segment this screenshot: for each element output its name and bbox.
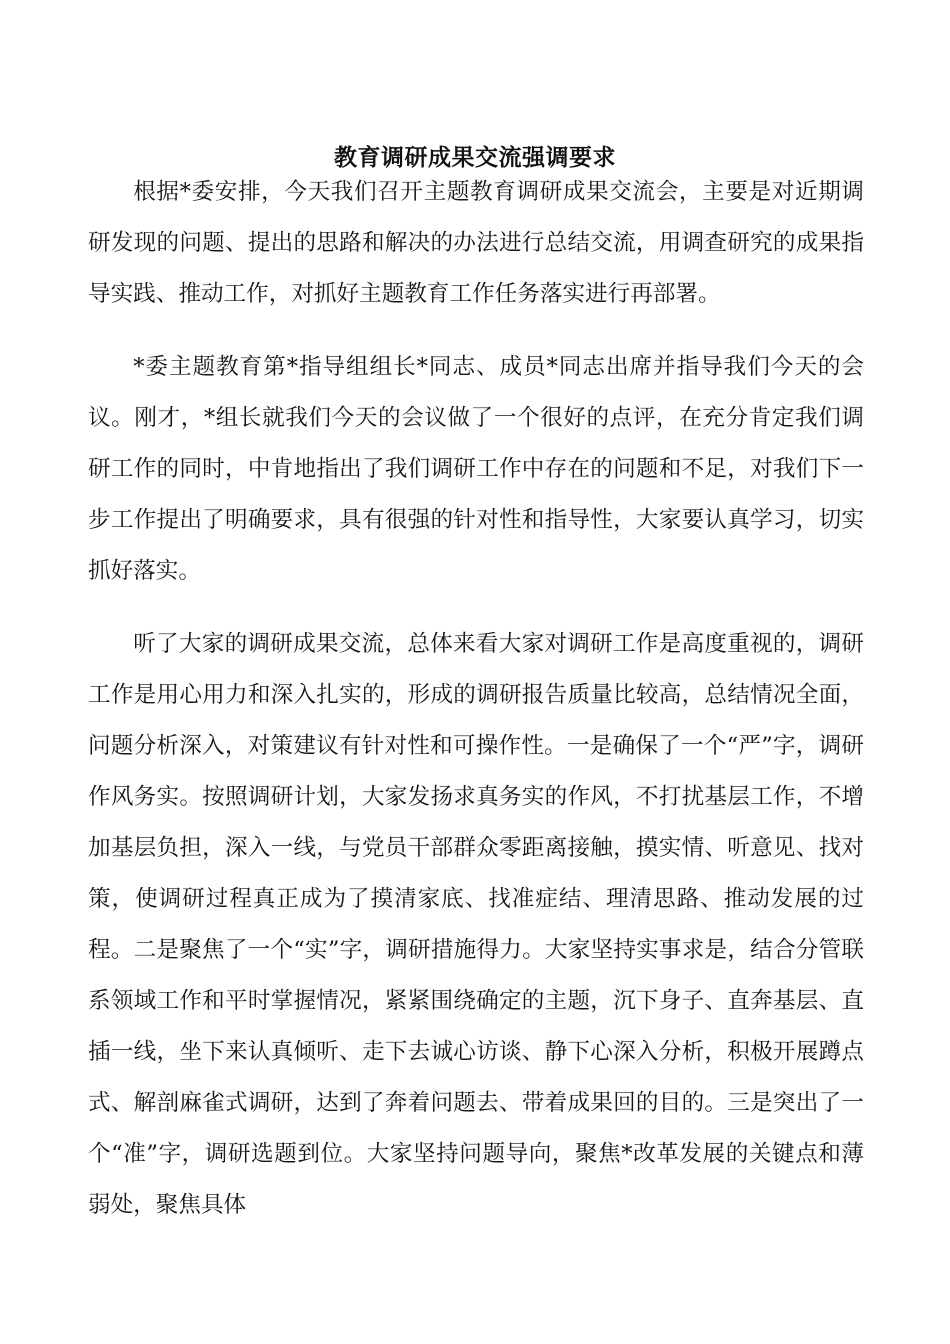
paragraph-3: 听了大家的调研成果交流，总体来看大家对调研工作是高度重视的，调研工作是用心用力和深入扎实的，形成的调研报告质量比较高，总结情况全面，问题分析深入，对策建议有针对性和可操作性。一是确保了一个“严”字，调研作风务实。按照调研计划，大家发扬求真务实的作风，不打扰基层工作，不增加基层负担，深入一线，与党员干部群众零距离接触，摸实情、听意见、找对策，使调研过程真正成为了摸清家底、找准症结、理清思路、推动发展的过程。二是聚焦了一个“实”字，调研措施得力。大家坚持实事求是，结合分管联系领域工作和平时掌握情况，紧紧围绕确定的主题，沉下身子、直奔基层、直插一线，坐下来认真倾听、走下去诚心访谈、静下心深入分析，积极开展蹲点式、解剖麻雀式调研，达到了奔着问题去、带着成果回的目的。三是突出了一个“准”字，调研选题到位。大家坚持问题导向，聚焦*改革发展的关键点和薄弱处，聚焦具体 xyxy=(88,631,864,1218)
paragraph-1: 根据*委安排，今天我们召开主题教育调研成果交流会，主要是对近期调研发现的问题、提出的思路和解决的办法进行总结交流，用调查研究的成果指导实践、推动工作，对抓好主题教育工作任务落实进行再部署。 xyxy=(88,179,864,307)
document-body xyxy=(88,167,864,1253)
document-title: 教育调研成果交流强调要求 xyxy=(334,144,616,171)
paragraph-2: *委主题教育第*指导组组长*同志、成员*同志出席并指导我们今天的会议。刚才，*组长就我们今天的会议做了一个很好的点评，在充分肯定我们调研工作的同时，中肯地指出了我们调研工作中存在的问题和不足，对我们下一步工作提出了明确要求，具有很强的针对性和指导性，大家要认真学习，切实抓好落实。 xyxy=(88,354,864,584)
